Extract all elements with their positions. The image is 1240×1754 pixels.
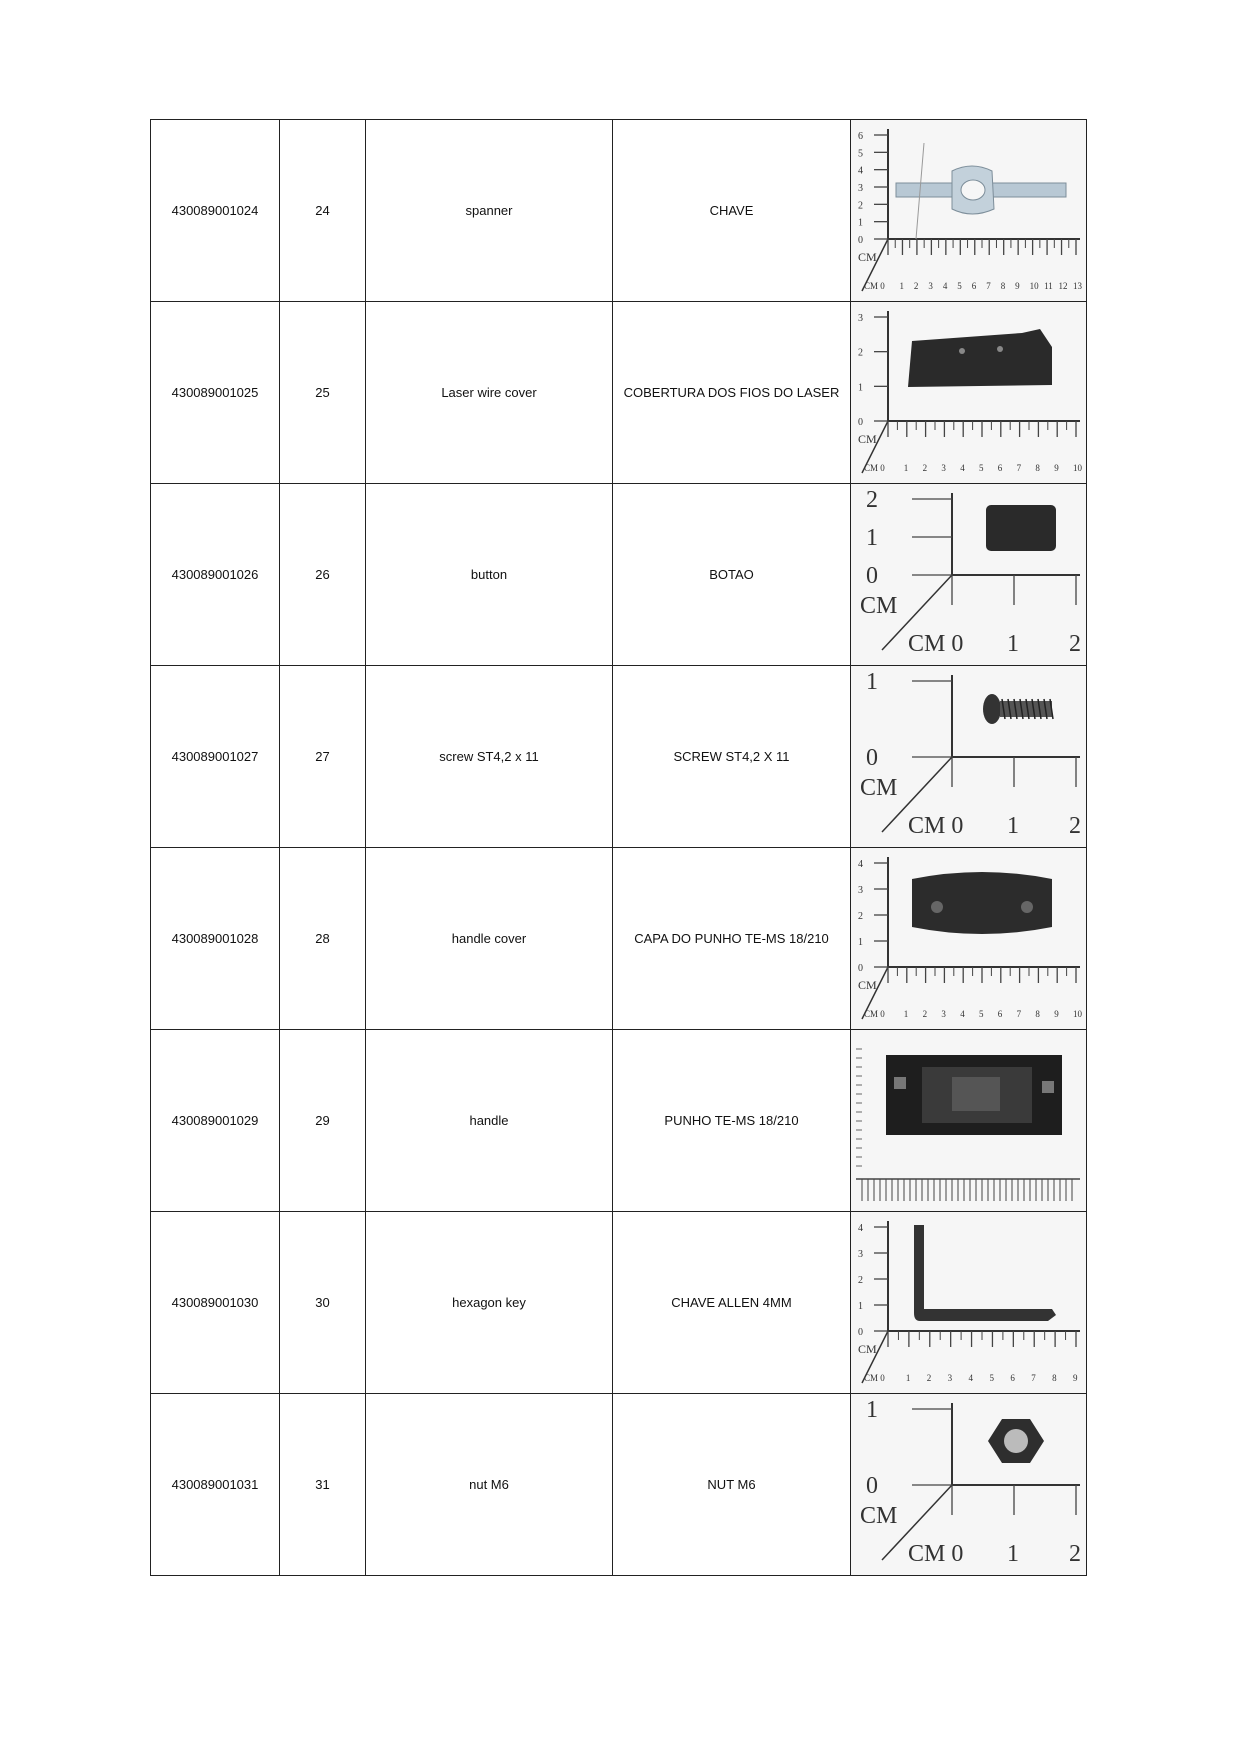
part-code: 430089001026 <box>151 484 280 666</box>
scale-x-label: 3 <box>947 1373 952 1383</box>
part-photo <box>851 1212 1087 1394</box>
table-row <box>151 666 1087 848</box>
scale-x-label: 9 <box>1053 463 1059 473</box>
part-name-portuguese: CHAVE ALLEN 4MM <box>613 1212 851 1394</box>
scale-x-label: 3 <box>927 281 933 291</box>
part-name-english: Laser wire cover <box>366 302 613 484</box>
scale-y-label: 1 <box>857 217 863 229</box>
scale-x-label: 1 <box>903 463 908 473</box>
position-number: 24 <box>280 120 366 302</box>
scale-y-label: 3 <box>857 1249 863 1260</box>
table-row <box>151 484 1087 666</box>
scale-x-label: 13 <box>1072 281 1082 291</box>
scale-x-label: 10 <box>1072 463 1082 473</box>
scale-x-label: 3 <box>940 1009 946 1019</box>
part-name-english: spanner <box>366 120 613 302</box>
part-photo-drawing <box>852 849 1086 1028</box>
part-photo-drawing <box>852 1031 1086 1210</box>
scale-y-label: 1 <box>865 1397 878 1423</box>
scale-x-label: 8 <box>1051 1373 1057 1383</box>
button-icon <box>986 505 1056 551</box>
part-photo-drawing <box>852 485 1086 664</box>
scale-x-label: CM 0 <box>907 1541 963 1567</box>
scale-x-label: 4 <box>959 463 965 473</box>
scale-x-label: 2 <box>1068 813 1081 839</box>
part-photo-drawing <box>852 1213 1086 1392</box>
part-name-portuguese: COBERTURA DOS FIOS DO LASER <box>613 302 851 484</box>
scale-x-label: 1 <box>905 1373 910 1383</box>
scale-x-label: 1 <box>903 1009 908 1019</box>
scale-x-label: 6 <box>1009 1373 1015 1383</box>
table-row <box>151 302 1087 484</box>
scale-x-label: 1 <box>898 281 904 291</box>
scale-y-label: 1 <box>857 1301 863 1312</box>
scale-x-label: 5 <box>978 463 983 473</box>
part-code: 430089001025 <box>151 302 280 484</box>
part-name-portuguese: NUT M6 <box>613 1394 851 1576</box>
part-photo-drawing <box>852 667 1086 846</box>
scale-y-label: 0 <box>857 963 863 974</box>
handle-cover-icon <box>912 872 1052 934</box>
part-code: 430089001024 <box>151 120 280 302</box>
scale-x-label: 1 <box>1006 631 1019 657</box>
scale-x-label: 3 <box>940 463 946 473</box>
part-name-portuguese: CHAVE <box>613 120 851 302</box>
scale-y-label: 2 <box>865 487 878 513</box>
part-name-portuguese: BOTAO <box>613 484 851 666</box>
part-name-english: hexagon key <box>366 1212 613 1394</box>
table-row <box>151 1212 1087 1394</box>
scale-y-label: 1 <box>865 525 878 551</box>
part-name-english: handle <box>366 1030 613 1212</box>
table-row <box>151 1394 1087 1576</box>
part-photo-drawing <box>852 121 1086 300</box>
scale-corner-label: CM <box>857 1342 877 1356</box>
scale-y-label: 2 <box>857 200 863 212</box>
part-photo-drawing <box>852 1395 1086 1574</box>
scale-x-label: CM 0 <box>863 1373 885 1383</box>
scale-y-label: 4 <box>857 1223 863 1234</box>
scale-x-label: 5 <box>956 281 962 291</box>
scale-x-label: 5 <box>978 1009 983 1019</box>
scale-y-label: 3 <box>857 313 863 324</box>
scale-x-label: 4 <box>968 1373 973 1383</box>
scale-x-label: 2 <box>922 1009 927 1019</box>
position-number: 27 <box>280 666 366 848</box>
scale-y-label: 4 <box>857 165 863 177</box>
scale-corner-label: CM <box>859 593 897 619</box>
table-row <box>151 120 1087 302</box>
scale-x-label: 12 <box>1058 281 1068 291</box>
scale-y-label: 0 <box>857 235 863 246</box>
scale-x-label: 4 <box>959 1009 965 1019</box>
scale-y-label: 2 <box>857 347 863 359</box>
part-photo <box>851 120 1087 302</box>
scale-x-label: 2 <box>922 463 927 473</box>
position-number: 31 <box>280 1394 366 1576</box>
scale-x-label: 7 <box>1016 463 1021 473</box>
scale-x-label: CM 0 <box>863 281 885 291</box>
scale-x-label: 8 <box>1034 1009 1040 1019</box>
scale-x-label: CM 0 <box>863 463 885 473</box>
scale-x-label: 7 <box>985 281 991 291</box>
scale-x-label: 7 <box>1016 1009 1021 1019</box>
scale-y-label: 0 <box>857 417 863 428</box>
position-number: 28 <box>280 848 366 1030</box>
part-code: 430089001029 <box>151 1030 280 1212</box>
part-name-portuguese: CAPA DO PUNHO TE-MS 18/210 <box>613 848 851 1030</box>
parts-table <box>150 119 1087 1576</box>
part-name-portuguese: PUNHO TE-MS 18/210 <box>613 1030 851 1212</box>
part-photo <box>851 302 1087 484</box>
scale-x-label: 2 <box>926 1373 931 1383</box>
scale-x-label: 2 <box>1068 1541 1081 1567</box>
scale-corner-label: CM <box>859 1503 897 1529</box>
scale-x-label: CM 0 <box>907 813 963 839</box>
scale-y-label: 0 <box>865 1473 878 1499</box>
scale-x-label: 2 <box>1068 631 1081 657</box>
part-photo <box>851 666 1087 848</box>
scale-x-label: CM 0 <box>863 1009 885 1019</box>
part-code: 430089001028 <box>151 848 280 1030</box>
scale-x-label: 6 <box>971 281 976 291</box>
scale-x-label: 5 <box>988 1373 994 1383</box>
scale-x-label: 10 <box>1029 281 1039 291</box>
table-row <box>151 1030 1087 1212</box>
scale-x-label: 1 <box>1006 813 1019 839</box>
scale-x-label: 1 <box>1006 1541 1019 1567</box>
table-row <box>151 848 1087 1030</box>
scale-x-label: 9 <box>1053 1009 1059 1019</box>
part-photo <box>851 1394 1087 1576</box>
scale-y-label: 6 <box>857 131 863 142</box>
scale-y-label: 0 <box>865 745 878 771</box>
scale-x-label: 9 <box>1014 281 1020 291</box>
position-number: 29 <box>280 1030 366 1212</box>
scale-x-label: 9 <box>1072 1373 1077 1383</box>
scale-x-label: 11 <box>1043 281 1053 291</box>
scale-y-label: 3 <box>857 183 863 194</box>
scale-y-label: 0 <box>865 563 878 589</box>
part-name-english: screw ST4,2 x 11 <box>366 666 613 848</box>
scale-corner-label: CM <box>857 978 877 992</box>
position-number: 30 <box>280 1212 366 1394</box>
scale-y-label: 1 <box>857 382 863 394</box>
part-photo <box>851 1030 1087 1212</box>
scale-corner-label: CM <box>859 775 897 801</box>
part-name-english: nut M6 <box>366 1394 613 1576</box>
scale-x-label: 6 <box>997 1009 1002 1019</box>
part-name-english: button <box>366 484 613 666</box>
part-code: 430089001031 <box>151 1394 280 1576</box>
scale-y-label: 1 <box>865 669 878 695</box>
part-code: 430089001030 <box>151 1212 280 1394</box>
scale-y-label: 3 <box>857 885 863 896</box>
scale-corner-label: CM <box>857 250 877 264</box>
scale-corner-label: CM <box>857 432 877 446</box>
scale-y-label: 0 <box>857 1327 863 1338</box>
scale-x-label: CM 0 <box>907 631 963 657</box>
position-number: 25 <box>280 302 366 484</box>
scale-x-label: 8 <box>1034 463 1040 473</box>
scale-y-label: 5 <box>857 148 863 160</box>
part-photo <box>851 484 1087 666</box>
scale-x-label: 8 <box>1000 281 1005 291</box>
part-name-english: handle cover <box>366 848 613 1030</box>
part-photo <box>851 848 1087 1030</box>
part-code: 430089001027 <box>151 666 280 848</box>
scale-x-label: 7 <box>1030 1373 1036 1383</box>
scale-y-label: 1 <box>857 937 863 948</box>
scale-x-label: 6 <box>997 463 1002 473</box>
scale-x-label: 10 <box>1072 1009 1082 1019</box>
position-number: 26 <box>280 484 366 666</box>
scale-x-label: 2 <box>913 281 918 291</box>
part-photo-drawing <box>852 303 1086 482</box>
part-name-portuguese: SCREW ST4,2 X 11 <box>613 666 851 848</box>
scale-y-label: 2 <box>857 1275 863 1286</box>
scale-y-label: 2 <box>857 911 863 922</box>
parts-table-body <box>151 120 1087 1576</box>
scale-x-label: 4 <box>942 281 947 291</box>
scale-y-label: 4 <box>857 859 863 870</box>
